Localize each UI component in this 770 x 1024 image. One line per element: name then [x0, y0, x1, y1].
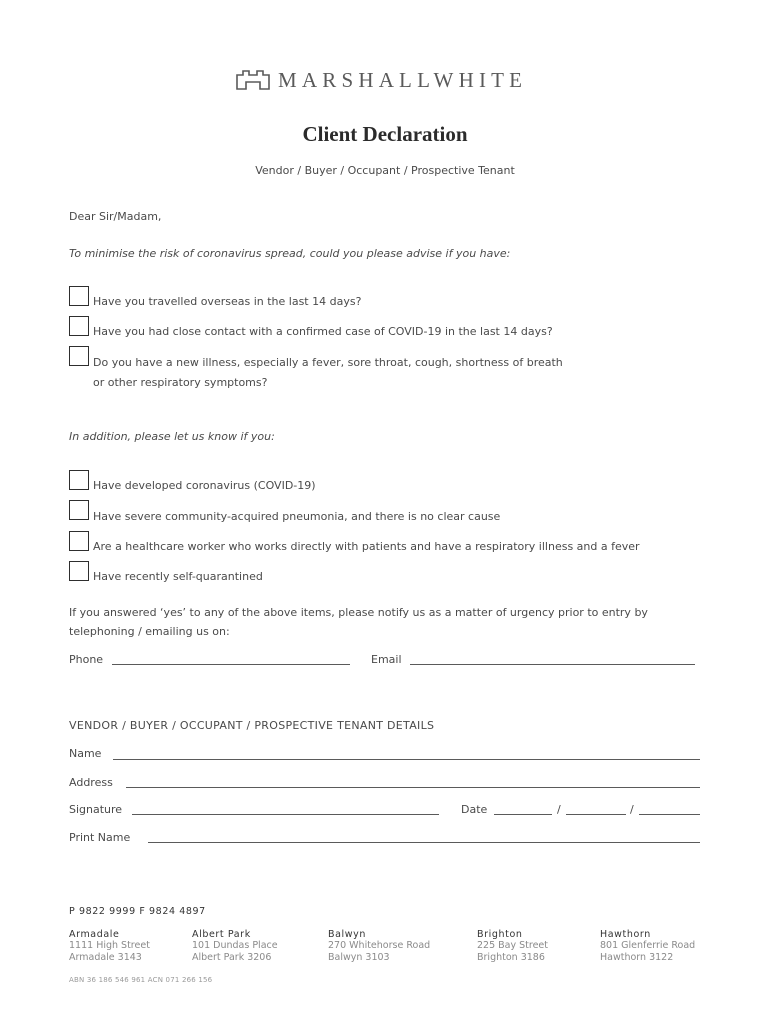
office-street: 1111 High Street	[69, 940, 150, 951]
question-self-quarantined: Have recently self-quarantined	[93, 570, 263, 583]
print-name-field[interactable]	[148, 842, 700, 843]
office-name: Balwyn	[328, 929, 366, 940]
date-year-field[interactable]	[639, 814, 700, 815]
office-name: Brighton	[477, 929, 523, 940]
office-balwyn	[328, 929, 430, 964]
email-label: Email	[371, 653, 402, 666]
question-new-illness: Do you have a new illness, especially a fever, sore throat, cough, shortness of breath	[93, 356, 563, 369]
greeting: Dear Sir/Madam,	[69, 210, 162, 223]
office-suburb: Balwyn 3103	[328, 952, 390, 963]
address-field[interactable]	[126, 787, 700, 788]
office-suburb: Albert Park 3206	[192, 952, 272, 963]
page-title: Client Declaration	[302, 122, 468, 146]
footer-phones: P 9822 9999 F 9824 4897	[69, 906, 206, 917]
name-field[interactable]	[113, 759, 700, 760]
notify-text: If you answered ‘yes’ to any of the above items, please notify us as a matter of urgency prior to entry by	[69, 606, 648, 619]
signature-label: Signature	[69, 803, 123, 816]
details-heading: VENDOR / BUYER / OCCUPANT / PROSPECTIVE TENANT DETAILS	[69, 719, 435, 732]
office-suburb: Armadale 3143	[69, 952, 142, 963]
office-street: 225 Bay Street	[477, 940, 548, 951]
date-separator: /	[557, 803, 561, 816]
checkbox-self-quarantined[interactable]	[69, 561, 89, 581]
office-street: 270 Whitehorse Road	[328, 940, 431, 951]
castle-icon	[236, 70, 270, 90]
checkbox-healthcare-worker[interactable]	[69, 531, 89, 551]
question-developed-covid: Have developed coronavirus (COVID-19)	[93, 479, 316, 492]
office-hawthorn	[600, 929, 695, 964]
checkbox-developed-covid[interactable]	[69, 470, 89, 490]
office-armadale	[69, 929, 150, 964]
date-label: Date	[461, 803, 488, 816]
email-field[interactable]	[410, 664, 695, 665]
checkbox-travelled-overseas[interactable]	[69, 286, 89, 306]
office-name: Armadale	[69, 929, 120, 940]
office-albert-park	[192, 929, 278, 964]
date-separator: /	[630, 803, 634, 816]
office-suburb: Brighton 3186	[477, 952, 545, 963]
date-month-field[interactable]	[566, 814, 626, 815]
office-brighton	[477, 929, 548, 964]
checkbox-pneumonia[interactable]	[69, 500, 89, 520]
brand-name: MARSHALLWHITE	[278, 67, 528, 92]
signature-field[interactable]	[132, 814, 439, 815]
phone-label: Phone	[69, 653, 104, 666]
question-close-contact: Have you had close contact with a confirmed case of COVID-19 in the last 14 days?	[93, 325, 553, 338]
question-travelled-overseas: Have you travelled overseas in the last 14 days?	[93, 295, 362, 308]
brand-logo	[236, 66, 527, 94]
page-subtitle: Vendor / Buyer / Occupant / Prospective Tenant	[255, 164, 515, 177]
question-new-illness-cont: or other respiratory symptoms?	[93, 376, 268, 389]
checkbox-close-contact[interactable]	[69, 316, 89, 336]
question-healthcare-worker: Are a healthcare worker who works directly with patients and have a respiratory illness and a fever	[93, 540, 640, 553]
intro-question-two: In addition, please let us know if you:	[69, 430, 275, 443]
address-label: Address	[69, 776, 113, 789]
print-name-label: Print Name	[69, 831, 131, 844]
office-name: Hawthorn	[600, 929, 651, 940]
office-street: 801 Glenferrie Road	[600, 940, 696, 951]
date-day-field[interactable]	[494, 814, 552, 815]
office-street: 101 Dundas Place	[192, 940, 278, 951]
abn-acn: ABN 36 186 546 961 ACN 071 266 156	[69, 976, 213, 984]
office-suburb: Hawthorn 3122	[600, 952, 674, 963]
question-pneumonia: Have severe community-acquired pneumonia, and there is no clear cause	[93, 510, 501, 523]
notify-text-cont: telephoning / emailing us on:	[69, 625, 230, 638]
intro-question-one: To minimise the risk of coronavirus spread, could you please advise if you have:	[69, 247, 511, 260]
name-label: Name	[69, 747, 102, 760]
office-name: Albert Park	[192, 929, 251, 940]
phone-field[interactable]	[112, 664, 350, 665]
checkbox-new-illness[interactable]	[69, 346, 89, 366]
